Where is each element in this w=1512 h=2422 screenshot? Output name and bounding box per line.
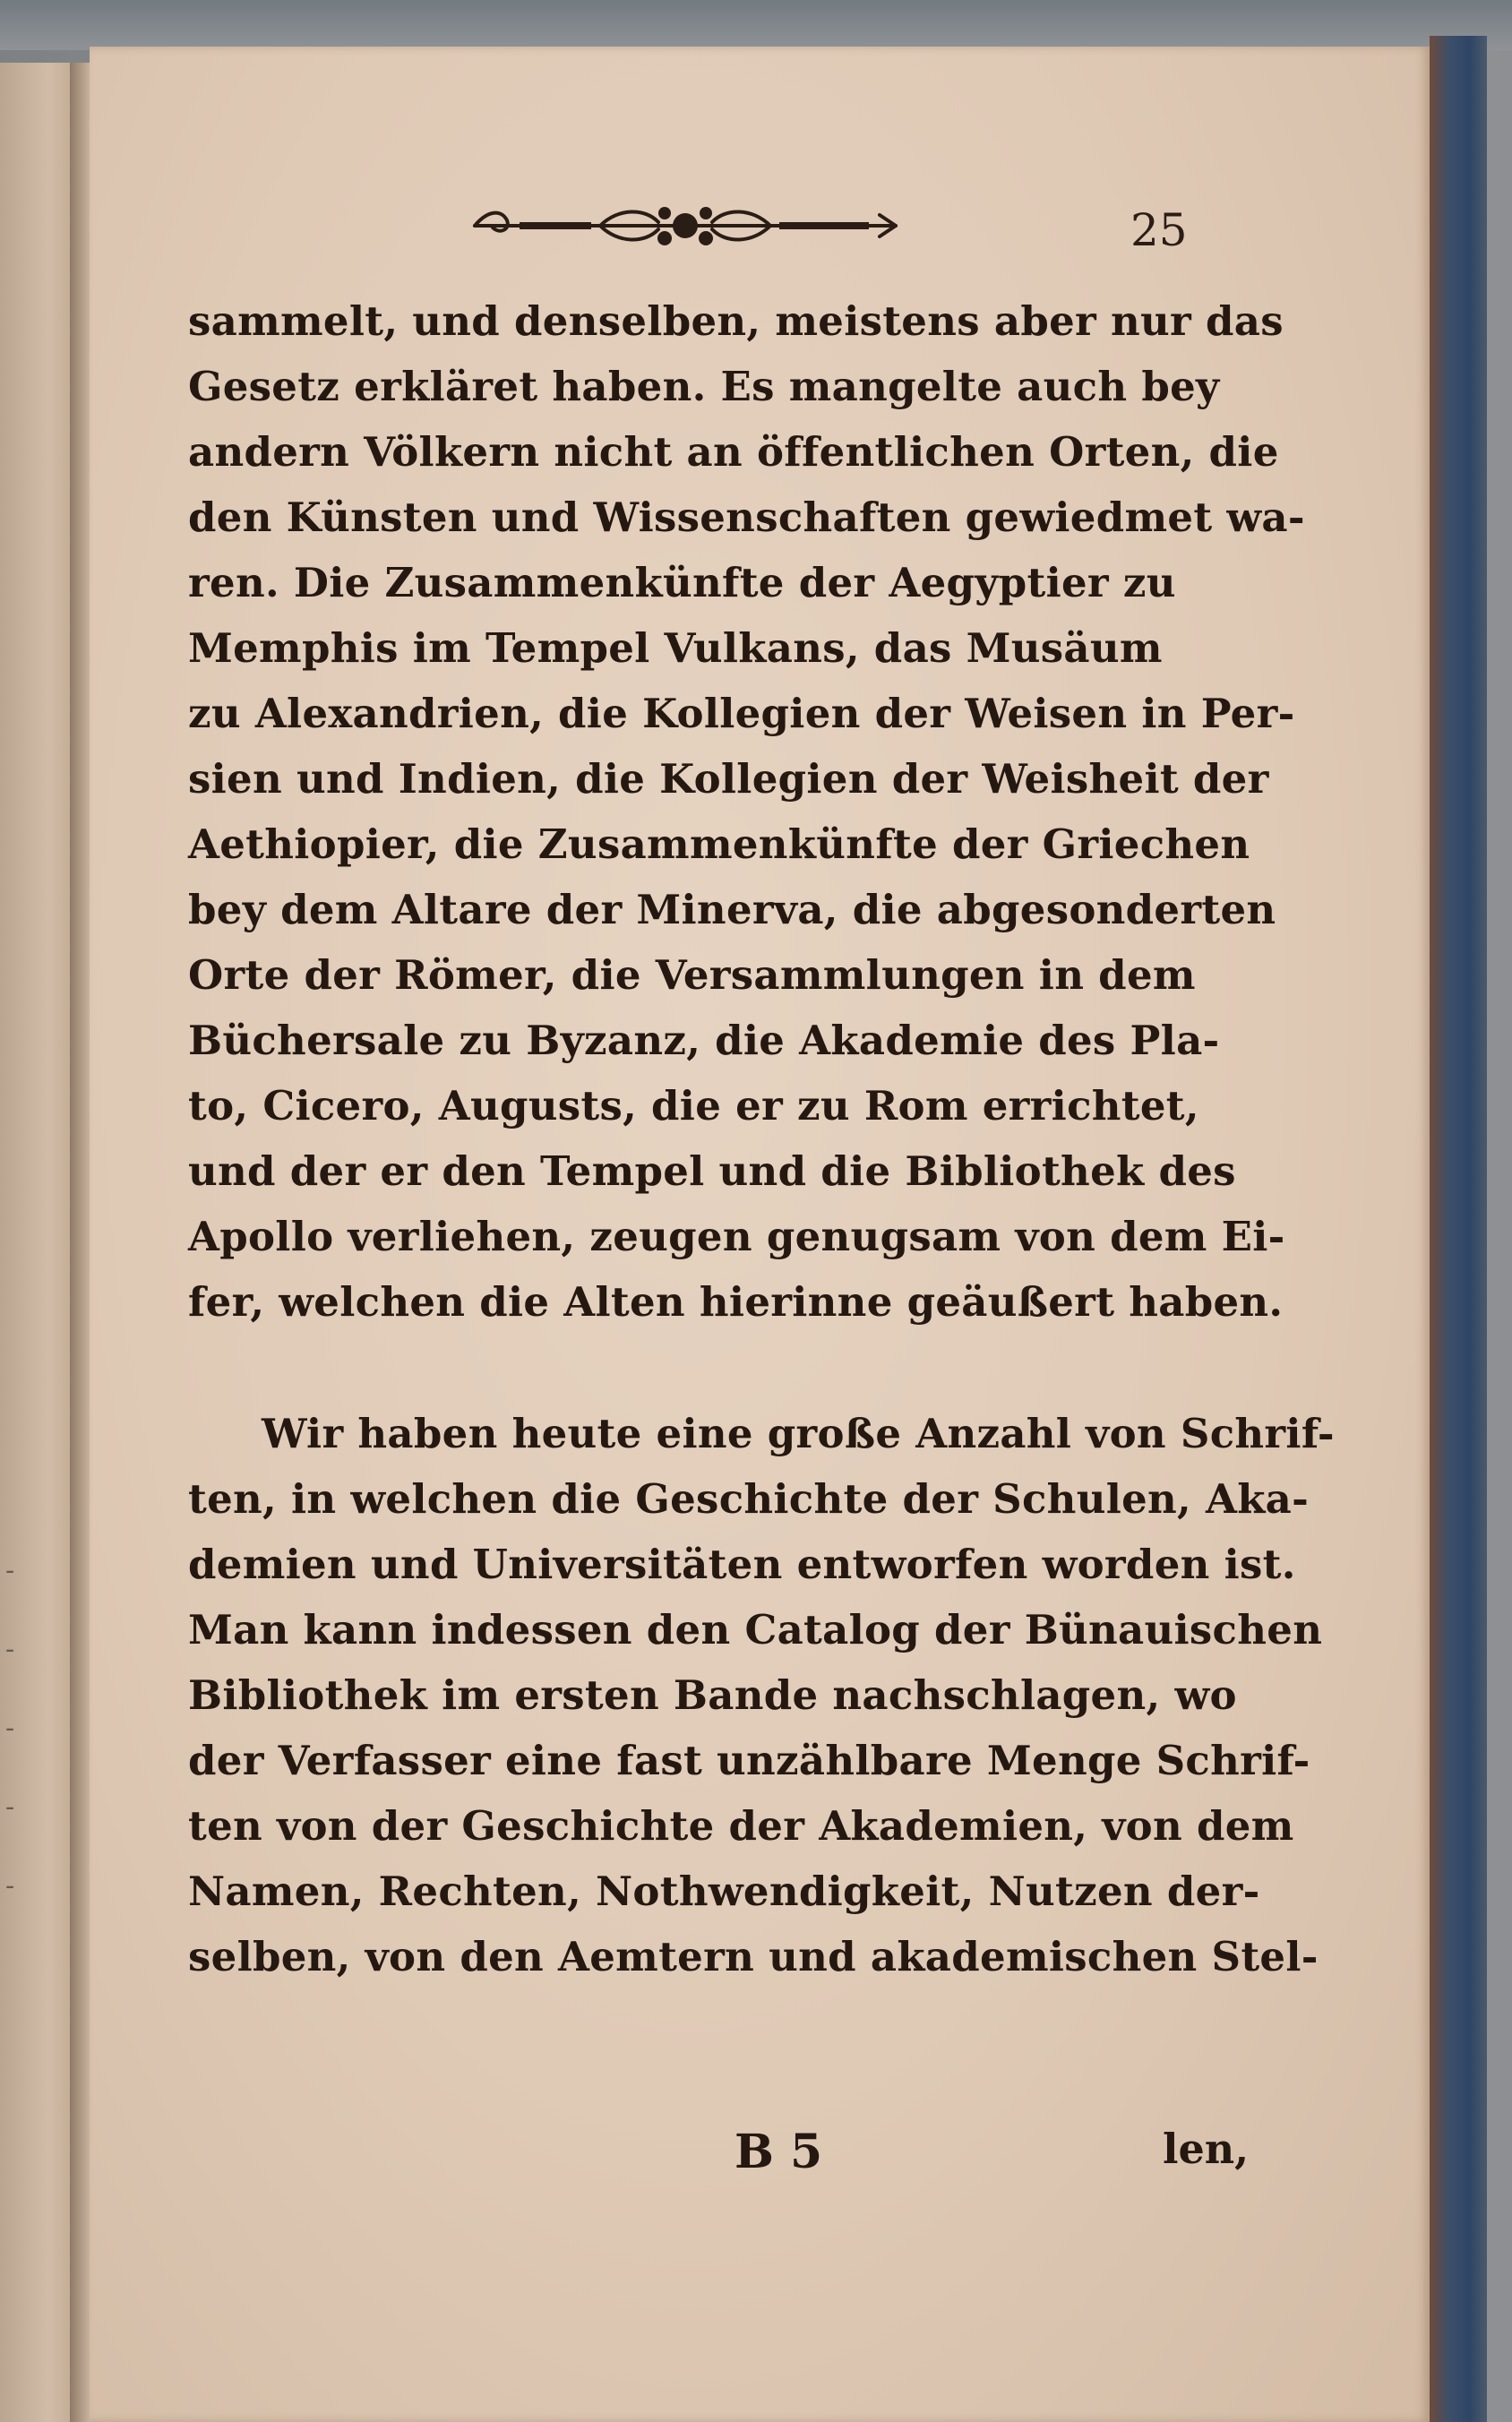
text-line: ren. Die Zusammenkünfte der Aegyptier zu [188,559,1176,606]
text-line: selben, von den Aemtern und akademischen Stel- [188,1933,1319,1980]
catchword: len, [1163,2125,1250,2173]
text-line: Büchersale zu Byzanz, die Akademie des Pla- [188,1017,1220,1064]
text-line: andern Völkern nicht an öffentlichen Orten, die [188,428,1279,476]
facing-page-fragments: - - - - - [5,1555,15,1902]
text-line: Orte der Römer, die Versammlungen in dem [188,951,1196,999]
text-line: sien und Indien, die Kollegien der Weisheit der [188,755,1269,803]
text-line: Apollo verliehen, zeugen genugsam von dem Ei- [188,1213,1285,1260]
scan-top-edge [0,0,1512,50]
text-line: Bibliothek im ersten Bande nachschlagen, wo [188,1671,1237,1719]
text-line: demien und Universitäten entworfen worden ist. [188,1541,1296,1588]
text-line: Aethiopier, die Zusammenkünfte der Griechen [188,820,1250,868]
facing-page-edge [0,63,73,2422]
text-line: Memphis im Tempel Vulkans, das Musäum [188,624,1163,672]
text-line: ten von der Geschichte der Akademien, von dem [188,1802,1294,1850]
text-line: der Verfasser eine fast unzählbare Menge Schrif- [188,1737,1310,1784]
floral-rule-ornament-icon [466,199,905,253]
text-line: zu Alexandrien, die Kollegien der Weisen in Per- [188,690,1295,737]
page-number: 25 [1130,204,1188,256]
text-line: sammelt, und denselben, meistens aber nur das [188,297,1284,345]
book-cover-edge [1430,36,1487,2422]
text-line: Namen, Rechten, Nothwendigkeit, Nutzen der- [188,1868,1260,1915]
text-line: to, Cicero, Augusts, die er zu Rom errichtet, [188,1082,1199,1129]
book-gutter [70,63,90,2422]
text-line: den Künsten und Wissenschaften gewiedmet wa- [188,494,1305,541]
text-line: Wir haben heute eine große Anzahl von Schrif- [262,1410,1335,1457]
signature-mark: B 5 [735,2125,823,2179]
text-line: bey dem Altare der Minerva, die abgesonderten [188,886,1276,933]
paragraph-break [188,1335,1218,1401]
text-line: fer, welchen die Alten hierinne geäußert haben. [188,1278,1284,1326]
text-line: Gesetz erkläret haben. Es mangelte auch bey [188,363,1220,410]
text-line: ten, in welchen die Geschichte der Schulen, Aka- [188,1475,1310,1523]
text-line: Man kann indessen den Catalog der Bünauischen [188,1606,1323,1653]
text-line: und der er den Tempel und die Bibliothek des [188,1147,1236,1195]
body-text [188,288,1335,1989]
